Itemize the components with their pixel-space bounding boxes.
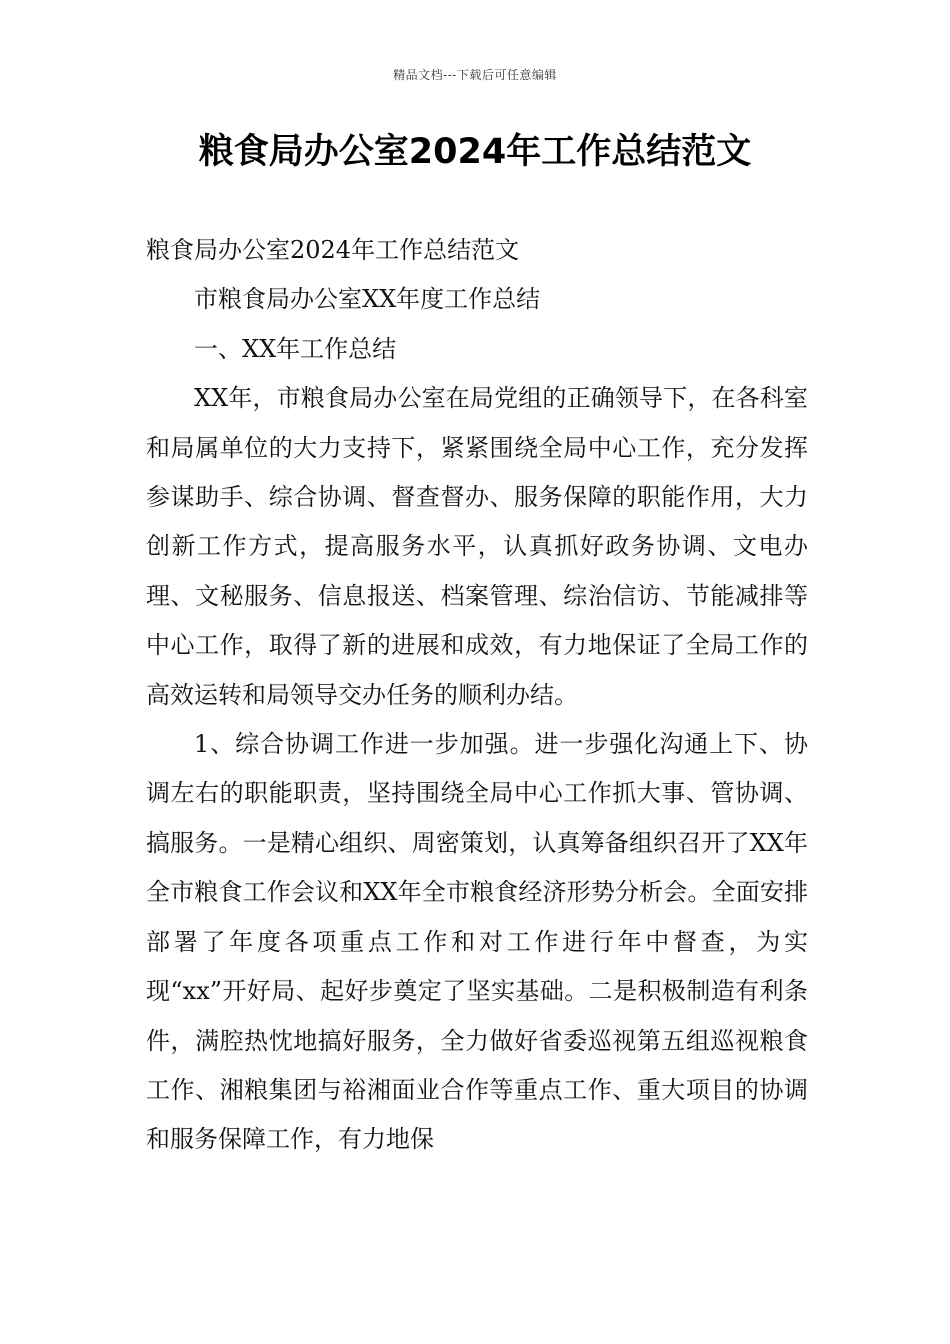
paragraph-subtitle: 粮食局办公室2024年工作总结范文 — [146, 236, 520, 264]
document-body — [146, 226, 808, 1165]
document-title: 粮食局办公室2024年工作总结范文 — [198, 132, 752, 172]
paragraph-coordination: 1、综合协调工作进一步加强。进一步强化沟通上下、协调左右的职能职责，坚持围绕全局中心工作抓大事、管协调、搞服务。一是精心组织、周密策划，认真筹备组织召开了XX年全市粮食工作会议和XX年全市粮食经济形势分析会。全面安排部署了年度各项重点工作和对工作进行年中督查，为实现“xx”开好局、起好步奠定了坚实基础。二是积极制造有利条件，满腔热忱地搞好服务，全力做好省委巡视第五组巡视粮食工作、湘粮集团与裕湘面业合作等重点工作、重大项目的协调和服务保障工作，有力地保 — [146, 730, 808, 1154]
paragraph-report-title: 市粮食局办公室XX年度工作总结 — [194, 285, 541, 314]
paragraph-section-heading: 一、XX年工作总结 — [194, 334, 397, 363]
paragraph-summary: XX年，市粮食局办公室在局党组的正确领导下，在各科室和局属单位的大力支持下，紧紧围绕全局中心工作，充分发挥参谋助手、综合协调、督查督办、服务保障的职能作用，大力创新工作方式，提高服务水平，认真抓好政务协调、文电办理、文秘服务、信息报送、档案管理、综治信访、节能减排等中心工作，取得了新的进展和成效，有力地保证了全局工作的高效运转和局领导交办任务的顺利办结。 — [146, 384, 808, 709]
header-note: 精品文档---下载后可任意编辑 — [393, 68, 557, 82]
